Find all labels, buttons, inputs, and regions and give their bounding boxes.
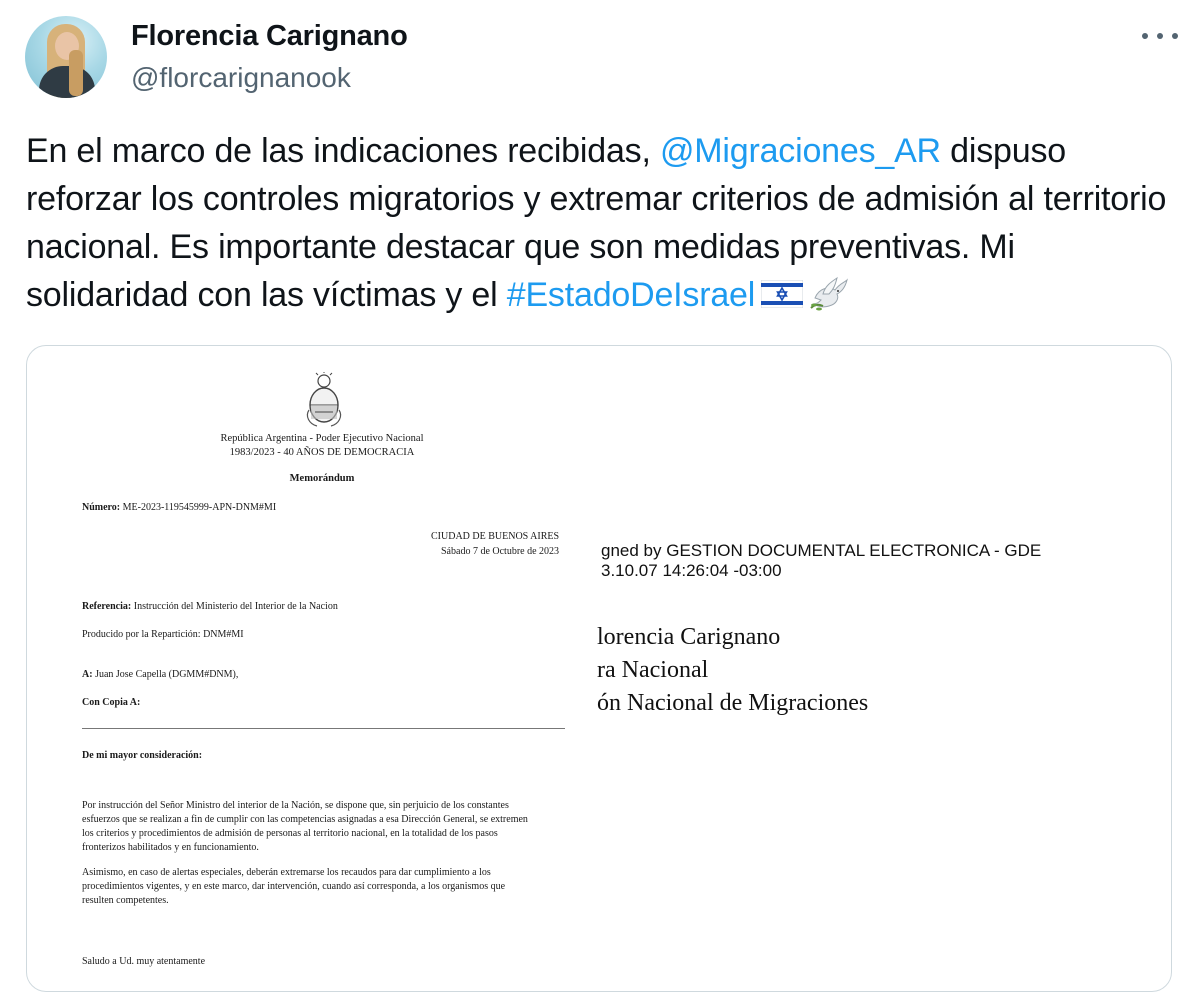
more-options-ellipsis-icon[interactable] [1142,24,1178,48]
header-line: República Argentina - Poder Ejecutivo Nacional [220,433,424,444]
referencia-label: Referencia: [82,601,132,612]
numero-value: ME-2023-119545999-APN-DNM#MI [122,502,277,513]
signer-line: ra Nacional [597,657,709,683]
paragraph-2 [82,866,552,908]
attached-image[interactable] [26,345,1172,992]
signer-line: ón Nacional de Migraciones [597,690,869,716]
city: CIUDAD DE BUENOS AIRES [431,531,560,542]
hashtag-link[interactable]: #EstadoDeIsrael [506,276,756,314]
signer-line: lorencia Carignano [597,624,781,650]
author-avatar[interactable] [25,16,107,98]
tweet-text-part: En el marco de las indicaciones recibidas, [26,132,660,170]
divider [82,728,565,729]
salutation: De mi mayor consideración: [82,750,203,761]
closing: Saludo a Ud. muy atentamente [82,956,206,967]
paragraph-line: procedimientos vigentes, y en este marco, dar intervención, cuando así corresponda, a los organismos que [82,881,506,892]
tweet-text [26,127,1186,319]
a-label: A: [82,669,93,680]
paragraph-line: esfuerzos que se realizan a fin de cumplir con las competencias asignadas a esa Dirección General, se extremen [82,814,528,825]
paragraph-1 [82,799,552,855]
document-header [177,432,467,460]
signature-line: gned by GESTION DOCUMENTAL ELECTRONICA - GDE [601,541,1042,560]
digital-signature-info [601,541,1041,581]
dove-icon [807,274,849,314]
numero-line [82,501,276,515]
paragraph-line: los criterios y procedimientos de admisión de personas al territorio nacional, en la totalidad de los pasos [82,828,498,839]
signature-line: 3.10.07 14:26:04 -03:00 [601,561,782,580]
coat-of-arms-icon [305,372,343,428]
paragraph-line: Por instrucción del Señor Ministro del interior de la Nación, se dispone que, sin perjuicio de los constantes [82,800,509,811]
memorandum-document [27,346,1171,991]
a-line [82,668,238,682]
a-value: Juan Jose Capella (DGMM#DNM), [95,669,239,680]
israel-flag-icon [761,280,803,308]
paragraph-line: fronterizos habilitados y en funcionamiento. [82,842,259,853]
paragraph-line: Asimismo, en caso de alertas especiales, deberán extremarse los recaudos para dar cumplimiento a los [82,867,491,878]
referencia-value: Instrucción del Ministerio del Interior de la Nacion [133,601,338,612]
signer-block [597,621,868,720]
document-title: Memorándum [289,473,355,484]
numero-label: Número: [82,502,121,513]
producido-line: Producido por la Repartición: DNM#MI [82,629,244,640]
tweet-text-part: dispuso reforzar los controles migratorios y extremar criterios de admisión al territorio nacional. Es importante destacar que son medidas preventivas. Mi solidaridad con las víctimas y el [26,132,1167,314]
mention-link[interactable]: @Migraciones_AR [659,132,941,170]
header-line: 1983/2023 - 40 AÑOS DE DEMOCRACIA [229,447,415,458]
con-copia: Con Copia A: [82,697,141,708]
paragraph-line: resulten competentes. [82,895,169,906]
author-name[interactable]: Florencia Carignano [131,20,408,52]
author-handle[interactable]: @florcarignanook [131,62,351,93]
date: Sábado 7 de Octubre de 2023 [441,546,560,557]
referencia-line [82,600,338,614]
